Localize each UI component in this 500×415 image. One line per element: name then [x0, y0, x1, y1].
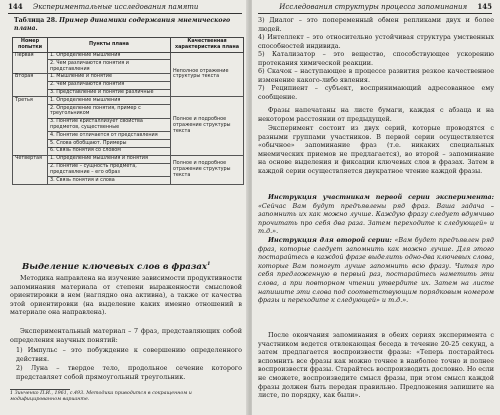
table-caption-label: Таблица 28. — [14, 17, 58, 24]
definition-item: 4) Интеллект – это относительно устойчивая структура умственных способностей индивида. — [258, 33, 494, 50]
attempt-cell: Первая — [13, 52, 48, 73]
section-title-text: Выделение ключевых слов в фразах — [22, 261, 208, 272]
plan-item-cell: 3. Связь понятия и слова — [48, 177, 171, 185]
attempt-cell: Вторая — [13, 73, 48, 96]
section-title-footnote-mark: 1 — [207, 261, 211, 267]
plan-item-cell: 2. Понятие – сущность предмета, представление – его образ — [48, 163, 171, 177]
definition-item: 1) Импульс – это побуждение к совершению определенного действия. — [16, 346, 242, 363]
definition-item: 3) Диалог – это попеременный обмен репликами двух и более людей. — [258, 16, 494, 33]
material-paragraph: Экспериментальный материал – 7 фраз, представляющих собой определения научных понятий: — [10, 327, 242, 344]
attempt-cell: Четвертая — [13, 155, 48, 184]
table-caption — [14, 17, 242, 32]
plan-item-cell: 3. Понятие кристаллизует свойства предметов, существенные — [48, 118, 171, 132]
right-page — [252, 0, 500, 415]
right-page-number: 145 — [477, 2, 492, 11]
table-row — [13, 52, 244, 60]
definition-item: 7) Реципиент – субъект, воспринимающий адресованное ему сообщение. — [258, 84, 494, 101]
plan-item-cell: 2. Чем различаются понятия — [48, 81, 171, 89]
definition-item: 2) Луна – твердое тело, продольное сечение которого представляет собой прямоугольный треугольник. — [16, 364, 242, 381]
sheet-paragraph: Фразы напечатаны на листе бумаги, каждая с абзаца и на некотором расстоянии от предыдущей. — [258, 106, 494, 123]
table-header-cell: Номер попытки — [13, 38, 48, 53]
quality-cell: Неполное отражение структуры текста — [171, 52, 244, 97]
right-running-title: Исследования структуры процесса запоминания — [279, 3, 468, 11]
attempt-cell: Третья — [13, 97, 48, 155]
definition-item: 5) Катализатор – это вещество, способствующее ускорению протекания химической реакции. — [258, 50, 494, 67]
instruction-series-2 — [258, 236, 494, 305]
plan-item-cell: 6. Связь понятия со словом — [48, 147, 171, 155]
footnote: 1 Зинченко П.И., 1961, с.493. Методика приводится в сокращенном и модифицированном варианте. — [10, 391, 192, 402]
plan-table — [12, 37, 244, 185]
right-running-head — [258, 2, 492, 12]
left-running-title: Экспериментальные исследования памяти — [32, 3, 199, 11]
plan-item-cell: 3. Представление и понятие различные — [48, 89, 171, 97]
table-caption-title: Пример динамики содержания мнемического плана. — [14, 17, 231, 32]
plan-item-cell: 1. Определение мышления и понятия — [48, 155, 171, 163]
quality-cell: Полное и подробное отражение структуры текста — [171, 97, 244, 155]
table-row — [13, 155, 244, 163]
left-head-rule — [8, 13, 242, 14]
table-header-row — [13, 38, 244, 53]
right-head-rule — [258, 13, 492, 14]
series-paragraph: Эксперимент состоит из двух серий, которые проводятся с разными группами участников. В первой серии осуществляется «обычное» запоминание фраз (т.е. никаких специальных мнемических приемов не предлагается), во второй – запоминание на основе выделения и фиксации ключевых слов в фразах. Затем в каждой серии осуществляется двукратное чтение каждой фразы. — [258, 124, 494, 175]
plan-item-cell: 1. Определение мышления — [48, 52, 171, 60]
instruction-2-title: Инструкция для второй серии: — [268, 236, 392, 244]
definition-item: 6) Скачок – наступающее в процессе развития резкое качественное изменение какого-либо явления. — [258, 67, 494, 84]
table-header-cell: Качественная характеристика плана — [171, 38, 244, 53]
footnote-rule — [10, 389, 70, 390]
plan-item-cell: 2. Определение понятия, пример с треугольником — [48, 105, 171, 119]
plan-item-cell: 1. Мышление и понятие — [48, 73, 171, 81]
table-header-cell: Пункты плана — [48, 38, 171, 53]
left-page-number: 144 — [8, 2, 23, 11]
instruction-series-1 — [258, 193, 494, 236]
plan-item-cell: 1. Определение мышления — [48, 97, 171, 105]
table-row — [13, 97, 244, 105]
plan-item-cell: 5. Слова обобщают. Примеры — [48, 140, 171, 148]
quality-cell: Полное и подробное отражение структуры текста — [171, 155, 244, 184]
instruction-1-title: Инструкция участникам первой серии эксперимента: — [268, 193, 494, 201]
section-title — [22, 261, 211, 272]
instruction-1-text: «Сейчас Вам будут предъявлены ряд фраз. Ваша задача – запомнить их как можно лучше. Каждую фразу следует вдумчиво прочитать про себя два раза. Затем переходите к следующей» и т.д.». — [258, 201, 494, 236]
plan-item-cell: 4. Понятие отличается от представления — [48, 132, 171, 140]
instruction-2-text: «Вам будет предъявлен ряд фраз, которые следует запомнить как можно лучше. Для этого постарайтесь в каждой фразе выделить одно-два ключевых слова, которые Вам помогут лучше запомнить всю фразу. Читая про себя предложенную в первый раз, постарайтесь наметить эти слова, а при повторном чтении утвердите их. Затем на листе напишите эти слова под соответствующим порядковым номером фразы и переходите к следующей» и т.д.». — [258, 236, 494, 305]
method-paragraph: Методика направлена на изучение зависимости продуктивности запоминания материала от степени выраженности смысловой ориентировки в нем (наглядно она активна), а также от качества этой ориентировки (на выделение каких именно отношений в материале она направлена). — [10, 274, 242, 317]
plan-item-cell: 2. Чем различаются понятия и представления — [48, 60, 171, 74]
left-page — [0, 0, 248, 415]
recall-paragraph: После окончания запоминания в обеих сериях эксперимента с участником ведется отвлекающая беседа в течение 20-25 секунд, а затем предлагается воспроизвести фразы: «Теперь постарайтесь вспомнить все фразы как можно точнее в наиболее точно и полнее воспроизвести фразы. Старайтесь воспроизводить дословно. Но если не сможете, воспроизведите смысл фразы, при этом смысл каждой фразы должен быть передан правильно. Предложения запишите на листе, по порядку, как были». — [258, 331, 494, 400]
left-running-head — [8, 2, 242, 12]
